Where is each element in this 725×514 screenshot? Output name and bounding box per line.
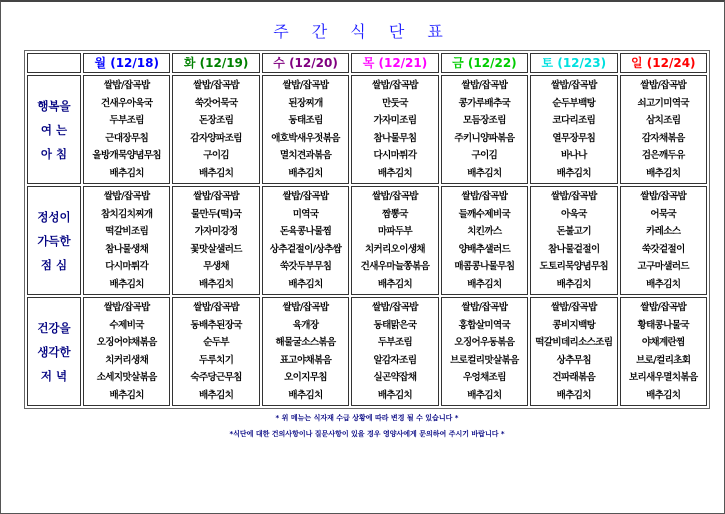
menu-cell [441, 75, 528, 184]
menu-item: 해물굴소스볶음 [275, 337, 336, 348]
day-date: (12/23) [557, 56, 607, 70]
menu-item: 배추김치 [556, 389, 591, 401]
notice-contact: *식단에 대한 건의사항이나 질문사항이 있을 경우 영양사에게 문의하여 주시기 바랍니다 * [229, 430, 505, 438]
menu-item: 주키니양파볶음 [454, 132, 515, 144]
menu-cell [172, 75, 259, 184]
meal-label [27, 186, 81, 295]
day-name: 화 [183, 56, 196, 70]
menu-item: 숙주당근무침 [190, 372, 242, 383]
day-name: 금 [452, 56, 464, 70]
menu-item: 쌀밥/잡곡밥 [640, 302, 687, 313]
menu-item: 브로컬리맛살볶음 [450, 354, 519, 366]
corner-cell [27, 53, 81, 73]
menu-item: 꽃맛살샐러드 [190, 243, 242, 255]
menu-item: 상추겉절이/상추쌈 [269, 243, 342, 255]
menu-item: 쌀밥/잡곡밥 [550, 302, 597, 313]
menu-item: 배추김치 [467, 167, 502, 179]
menu-item: 코다리조림 [552, 115, 596, 126]
menu-item: 야채계란찜 [641, 337, 685, 348]
menu-item: 물만두(떡)국 [190, 208, 242, 220]
menu-item: 배추김치 [288, 278, 323, 290]
menu-cell [441, 186, 528, 295]
menu-item: 도토리묵양념무침 [539, 261, 609, 272]
menu-cell [351, 75, 438, 184]
menu-item: 황태콩나물국 [637, 319, 689, 331]
menu-item: 구이김 [471, 150, 498, 161]
menu-item: 쌀밥/잡곡밥 [550, 191, 597, 202]
menu-item: 배추김치 [467, 389, 502, 401]
menu-item: 참나물겉절이 [548, 243, 600, 255]
day-name: 수 [273, 56, 285, 70]
header-row [27, 53, 707, 73]
menu-item: 쌀밥/잡곡밥 [103, 191, 150, 202]
menu-item: 쑥갓어묵국 [194, 97, 238, 109]
menu-item: 매콤콩나물무침 [454, 261, 515, 272]
menu-cell [620, 75, 707, 184]
menu-item: 구이김 [203, 150, 229, 161]
menu-item: 미역국 [292, 208, 319, 220]
menu-item: 멸치견과볶음 [279, 150, 332, 161]
menu-item: 쑥갓두부무침 [279, 261, 332, 272]
menu-cell [530, 75, 617, 184]
meal-label-line: 행복을 [37, 98, 71, 113]
menu-item: 동태조림 [288, 115, 323, 126]
menu-cell [620, 186, 707, 295]
menu-item: 애호박새우젓볶음 [271, 132, 340, 144]
day-date: (12/20) [289, 56, 338, 70]
menu-item: 쇠고기미역국 [637, 97, 689, 109]
menu-item: 다시마튀각 [373, 150, 417, 161]
menu-item: 두부조림 [109, 115, 144, 126]
menu-item: 마파두부 [377, 226, 413, 237]
menu-item: 배추김치 [109, 389, 144, 401]
menu-item: 배추김치 [377, 389, 413, 401]
menu-cell [351, 186, 438, 295]
menu-item: 무생채 [203, 261, 229, 272]
menu-item: 알감자조림 [373, 354, 417, 366]
menu-item: 돈불고기 [556, 226, 591, 237]
menu-item: 배추김치 [198, 167, 234, 179]
menu-item: 오이지무침 [284, 372, 327, 383]
menu-item: 두루치기 [198, 354, 234, 366]
menu-item: 쌀밥/잡곡밥 [372, 191, 418, 202]
menu-item: 삼치조림 [646, 115, 681, 126]
day-header [262, 53, 349, 73]
day-header [83, 53, 170, 73]
day-date: (12/21) [378, 56, 428, 70]
menu-item: 바나나 [560, 150, 587, 161]
menu-cell [530, 297, 617, 406]
menu-item: 오징어야채볶음 [96, 337, 157, 348]
menu-item: 돈육콩나물찜 [279, 226, 332, 237]
menu-item: 오징어우동볶음 [454, 337, 515, 348]
menu-item: 쌀밥/잡곡밥 [282, 302, 329, 313]
menu-item: 브로/컬리초회 [636, 354, 691, 366]
menu-item: 짬뽕국 [382, 208, 408, 220]
menu-item: 건새우아욱국 [100, 97, 153, 109]
menu-item: 수제비국 [109, 319, 144, 331]
meal-row [27, 75, 707, 184]
menu-item: 실곤약잡채 [373, 372, 417, 383]
day-date: (12/22) [467, 56, 517, 70]
menu-item: 동배추된장국 [190, 319, 242, 331]
menu-cell [83, 186, 170, 295]
weekly-menu-table [24, 50, 710, 409]
meal-row [27, 186, 707, 295]
menu-item: 고구마샐러드 [637, 261, 689, 272]
menu-cell [262, 75, 349, 184]
meal-row [27, 297, 707, 406]
notice-change: * 위 메뉴는 식자재 수급 상황에 따라 변경 될 수 있습니다 * [275, 414, 459, 422]
menu-item: 동태맑은국 [373, 319, 417, 331]
menu-cell [172, 186, 259, 295]
menu-item: 쌀밥/잡곡밥 [103, 302, 150, 313]
menu-cell [83, 75, 170, 184]
day-header [620, 53, 707, 73]
meal-label-line: 생각한 [37, 344, 71, 359]
menu-item: 콩가루배추국 [458, 97, 511, 109]
menu-item: 올방개묵양념무침 [92, 150, 162, 161]
menu-item: 쌀밥/잡곡밥 [282, 80, 329, 91]
menu-item: 가자미조림 [373, 115, 417, 126]
menu-item: 순두부 [203, 337, 229, 348]
menu-item: 쌀밥/잡곡밥 [640, 80, 687, 91]
meal-label-line: 여 는 [40, 122, 68, 137]
menu-item: 배추김치 [467, 278, 502, 290]
meal-label-line: 아 침 [40, 146, 68, 161]
menu-item: 쌀밥/잡곡밥 [103, 80, 150, 91]
menu-item: 된장찌개 [288, 97, 323, 109]
menu-cell [530, 186, 617, 295]
menu-item: 소세지맛살볶음 [96, 372, 157, 383]
day-date: (12/19) [199, 56, 249, 70]
menu-item: 참나물무침 [373, 132, 417, 144]
menu-item: 만둣국 [382, 97, 408, 109]
meal-label-line: 정성이 [37, 209, 71, 224]
day-name: 토 [541, 56, 554, 70]
menu-item: 떡갈비조림 [105, 226, 149, 237]
menu-item: 참나물생채 [105, 243, 149, 255]
meal-label-line: 저 녁 [40, 368, 68, 383]
menu-item: 아욱국 [560, 208, 587, 220]
menu-cell [172, 297, 259, 406]
menu-item: 배추김치 [556, 167, 591, 179]
menu-item: 건파래볶음 [552, 372, 596, 383]
menu-item: 쌀밥/잡곡밥 [640, 191, 687, 202]
page-title: 주 간 식 단 표 [273, 22, 452, 41]
menu-item: 모듬장조림 [462, 115, 506, 126]
menu-item: 배추김치 [377, 167, 413, 179]
menu-item: 치킨까스 [467, 226, 502, 237]
day-date: (12/18) [110, 56, 159, 70]
menu-item: 표고야채볶음 [279, 354, 332, 366]
day-name: 일 [631, 56, 643, 70]
meal-label [27, 75, 81, 184]
menu-item: 홍합살미역국 [458, 319, 511, 331]
menu-item: 배추김치 [288, 389, 323, 401]
menu-item: 건새우마늘쫑볶음 [360, 261, 430, 272]
meal-label-line: 건강을 [37, 320, 71, 335]
menu-item: 배추김치 [198, 278, 234, 290]
menu-item: 어묵국 [650, 208, 677, 220]
menu-item: 떡갈비데리소스조림 [535, 337, 613, 348]
menu-item: 배추김치 [198, 389, 234, 401]
menu-item: 쌀밥/잡곡밥 [193, 80, 240, 91]
meal-label [27, 297, 81, 406]
menu-item: 배추김치 [646, 167, 681, 179]
menu-item: 우엉채조림 [462, 372, 506, 383]
day-header [351, 53, 438, 73]
menu-item: 보리새우멸치볶음 [628, 372, 698, 383]
menu-item: 감자채볶음 [641, 132, 685, 144]
menu-item: 쑥갓겉절이 [641, 243, 685, 255]
menu-item: 배추김치 [109, 278, 144, 290]
menu-item: 쌀밥/잡곡밥 [461, 191, 508, 202]
day-name: 목 [362, 56, 375, 70]
day-header [441, 53, 528, 73]
menu-item: 쌀밥/잡곡밥 [372, 80, 418, 91]
menu-item: 양배추샐러드 [458, 243, 511, 255]
menu-item: 육개장 [292, 319, 319, 331]
menu-item: 배추김치 [556, 278, 591, 290]
day-header [530, 53, 617, 73]
menu-content [24, 50, 710, 441]
menu-item: 쌀밥/잡곡밥 [372, 302, 418, 313]
menu-item: 돈장조림 [198, 115, 234, 126]
menu-item: 쌀밥/잡곡밥 [461, 302, 508, 313]
menu-item: 쌀밥/잡곡밥 [550, 80, 597, 91]
menu-item: 쌀밥/잡곡밥 [461, 80, 508, 91]
menu-cell [83, 297, 170, 406]
menu-item: 가자미강정 [194, 226, 238, 237]
day-date: (12/24) [646, 56, 696, 70]
menu-item: 쌀밥/잡곡밥 [193, 302, 240, 313]
menu-cell [441, 297, 528, 406]
menu-item: 배추김치 [109, 167, 144, 179]
menu-item: 쌀밥/잡곡밥 [282, 191, 329, 202]
menu-item: 상추무침 [556, 354, 591, 366]
menu-item: 카레소스 [646, 226, 681, 237]
menu-item: 검은깨두유 [641, 150, 685, 161]
menu-item: 콩비지백탕 [552, 319, 596, 331]
menu-item: 쌀밥/잡곡밥 [193, 191, 240, 202]
menu-item: 순두부백탕 [552, 97, 596, 109]
menu-cell [620, 297, 707, 406]
menu-item: 참치김치찌개 [100, 208, 153, 220]
menu-item: 근대장무침 [105, 132, 149, 144]
meal-label-line: 가득한 [37, 233, 71, 248]
menu-item: 감자양파조림 [190, 132, 242, 144]
menu-item: 다시마튀각 [105, 261, 149, 272]
menu-item: 배추김치 [377, 278, 413, 290]
menu-cell [351, 297, 438, 406]
menu-item: 열무장무침 [552, 132, 596, 144]
menu-item: 배추김치 [646, 278, 681, 290]
menu-item: 두부조림 [377, 337, 413, 348]
menu-item: 배추김치 [646, 389, 681, 401]
menu-item: 치커리생채 [105, 354, 149, 366]
meal-label-line: 점 심 [40, 257, 68, 272]
menu-item: 배추김치 [288, 167, 323, 179]
menu-item: 치커리오이생채 [364, 243, 425, 255]
menu-cell [262, 186, 349, 295]
day-name: 월 [94, 56, 107, 70]
day-header [172, 53, 259, 73]
menu-item: 들깨수제비국 [458, 208, 511, 220]
menu-cell [262, 297, 349, 406]
